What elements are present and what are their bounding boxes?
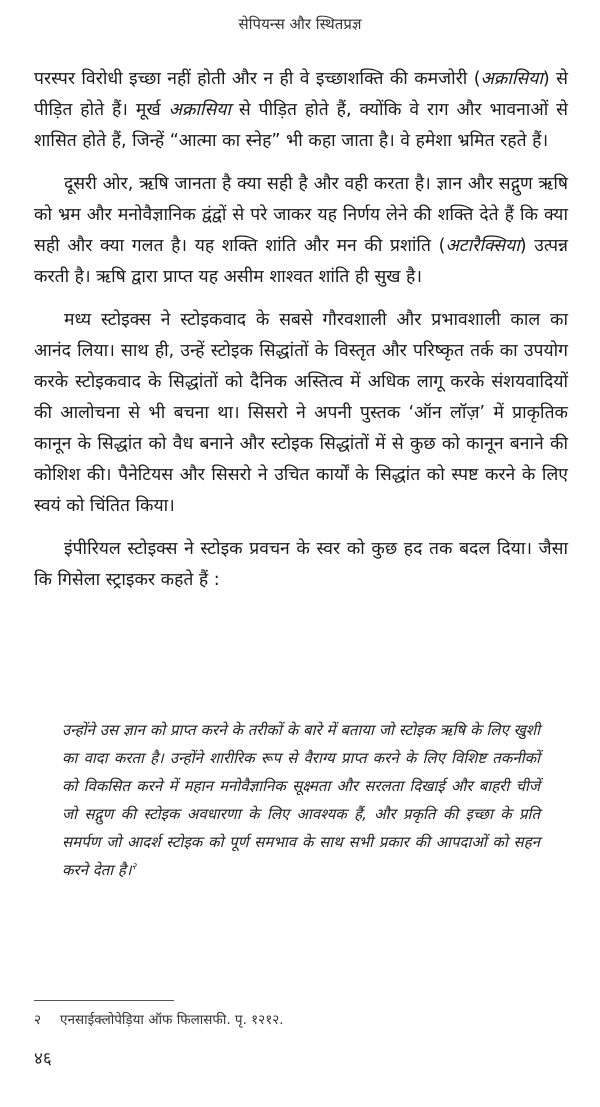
paragraph xyxy=(34,534,568,596)
footnote xyxy=(34,1010,568,1030)
paragraph-text: ) से पीड़ित होते हैं। मूर्ख xyxy=(34,69,568,120)
footnote-number: २ xyxy=(34,1012,42,1028)
body-text xyxy=(34,64,568,608)
italic-term: अटारैक्सिया xyxy=(445,236,520,256)
block-quote xyxy=(62,716,540,884)
paragraph-text: परस्पर विरोधी इच्छा नहीं होती और न ही वे इच्छाशक्ति की कमजोरी ( xyxy=(34,69,481,89)
paragraph-text: दूसरी ओर, ऋषि जानता है क्या सही है और वही करता है। ज्ञान और सद्गुण ऋषि को भ्रम और मनोवैज्ञानिक द्वंद्वों से परे जाकर यह निर्णय लेने की शक्ति देते हैं कि क्या सही और क्या गलत है। यह शक्ति शांति और मन की प्रशांति ( xyxy=(34,174,568,256)
italic-term: अक्रासिया xyxy=(480,69,543,89)
paragraph-text: ) उत्पन्न करती है। ऋषि द्वारा प्राप्त यह असीम शाश्वत शांति ही सुख है। xyxy=(34,236,568,287)
block-quote-text: उन्होंने उस ज्ञान को प्राप्त करने के तरीकों के बारे में बताया जो स्टोइक ऋषि के लिए खुशी का वादा करता है। उन्होंने शारीरिक रूप से वैराग्य प्राप्त करने के लिए विशिष्ट तकनीकों को विकसित करने में महान मनोवैज्ञानिक सूक्ष्मता और सरलता दिखाई और बाहरी चीजें जो सद्गुण की स्टोइक अवधारणा के लिए आवश्यक हैं, और प्रकृति की इच्छा के प्रति समर्पण जो आदर्श स्टोइक को पूर्ण समभाव के साथ सभी प्रकार की आपदाओं को सहन करने देता है। xyxy=(62,721,540,879)
paragraph xyxy=(34,64,568,157)
paragraph-text: से पीड़ित होते हैं, क्योंकि वे राग और भावनाओं से शासित होते हैं, जिन्हें “आत्मा का स्नेह” भी कहा जाता है। वे हमेशा भ्रमित रहते हैं। xyxy=(34,100,568,151)
footnote-reference: २ xyxy=(131,862,137,872)
footnote-text: एनसाईक्लोपेड़िया ऑफ फिलासफी. पृ. १२१२. xyxy=(60,1012,284,1028)
page-number: ४६ xyxy=(34,1049,52,1069)
paragraph xyxy=(34,305,568,522)
paragraph-text: मध्य स्टोइक्स ने स्टोइकवाद के सबसे गौरवशाली और प्रभावशाली काल का आनंद लिया। साथ ही, उन्हें स्टोइक सिद्धांतों के विस्तृत और परिष्कृत तर्क का उपयोग करके स्टोइकवाद के सिद्धांतों को दैनिक अस्तित्व में अधिक लागू करके संशयवादियों की आलोचना से भी बचना था। सिसरो ने अपनी पुस्तक ‘ऑन लॉज़’ में प्राकृतिक कानून के सिद्धांत को वैध बनाने और स्टोइक सिद्धांतों में से कुछ को कानून बनाने की कोशिश की। पैनेटियस और सिसरो ने उचित कार्यों के सिद्धांत को स्पष्ट करने के लिए स्वयं को चिंतित किया। xyxy=(34,310,568,516)
running-head-title: सेपियन्स और स्थितप्रज्ञ xyxy=(238,15,362,33)
paragraph-text: इंपीरियल स्टोइक्स ने स्टोइक प्रवचन के स्वर को कुछ हद तक बदल दिया। जैसा कि गिसेला स्ट्राइकर कहते हैं : xyxy=(34,539,568,590)
italic-term: अक्रासिया xyxy=(168,100,231,120)
footnote-divider xyxy=(34,1000,174,1001)
paragraph xyxy=(34,169,568,293)
